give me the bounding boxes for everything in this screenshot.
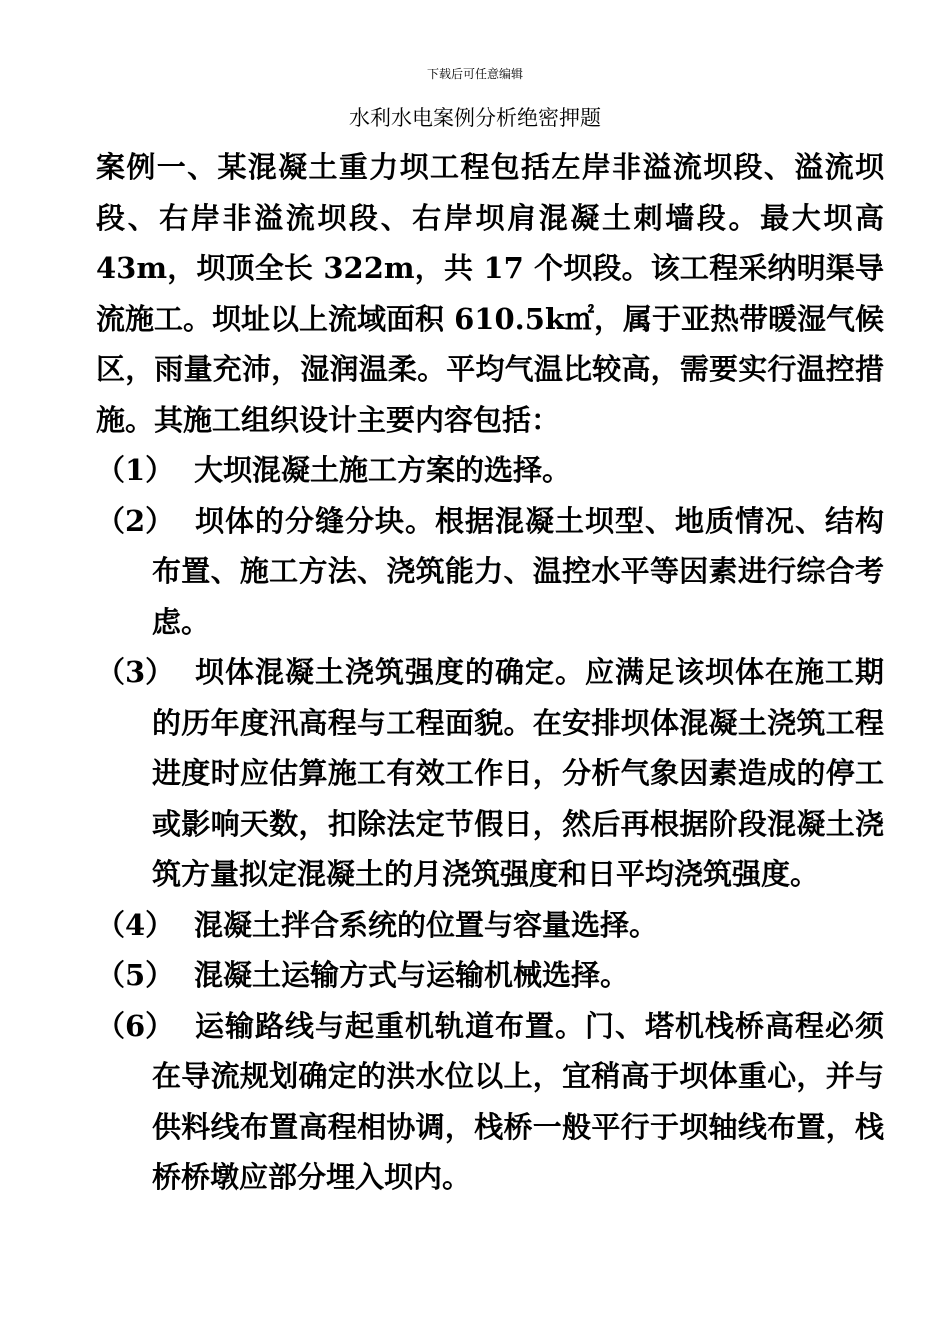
- list-item-number: （6）: [96, 1008, 175, 1043]
- list-item: [96, 647, 884, 900]
- list-item-number: （1）: [96, 453, 175, 487]
- content-list: [96, 445, 884, 1203]
- list-item-number: （4）: [96, 907, 175, 942]
- document-title: 水利水电案例分析绝密押题: [349, 106, 601, 130]
- list-item-number: （5）: [96, 958, 175, 992]
- list-item: [96, 900, 884, 951]
- list-item: [96, 950, 884, 1001]
- list-item: [96, 1001, 884, 1203]
- intro-paragraph: 案例一、某混凝土重力坝工程包括左岸非溢流坝段、溢流坝段、右岸非溢流坝段、右岸坝肩混凝土刺墙段。最大坝高 43m，坝顶全长 322m，共 17 个坝段。该工程采纳明渠导流施工。坝址以上流域面积 610.5k㎡，属于亚热带暖湿气候区，雨量充沛，湿润温柔。平均气温比较高，需要实行温控措施。其施工组织设计主要内容包括：: [96, 150, 884, 437]
- list-item-text: 坝体混凝土浇筑强度的确定。应满足该坝体在施工期的历年度汛高程与工程面貌。在安排坝体混凝土浇筑工程进度时应估算施工有效工作日，分析气象因素造成的停工或影响天数，扣除法定节假日，然后再根据阶段混凝土浇筑方量拟定混凝土的月浇筑强度和日平均浇筑强度。: [152, 655, 884, 891]
- list-item-text: 大坝混凝土施工方案的选择。: [194, 453, 572, 487]
- header-note: 下载后可任意编辑: [426, 67, 523, 81]
- list-item-text: 混凝土运输方式与运输机械选择。: [194, 958, 630, 992]
- list-item: [96, 445, 884, 496]
- list-item: [96, 496, 884, 648]
- list-item-text: 运输路线与起重机轨道布置。门、塔机栈桥高程必须在导流规划确定的洪水位以上，宜稍高于坝体重心，并与供料线布置高程相协调，栈桥一般平行于坝轴线布置，栈桥桥墩应部分埋入坝内。: [152, 1008, 884, 1194]
- document-body: [96, 142, 884, 1203]
- list-item-number: （2）: [96, 503, 175, 538]
- list-item-text: 坝体的分缝分块。根据混凝土坝型、地质情况、结构布置、施工方法、浇筑能力、温控水平等因素进行综合考虑。: [152, 503, 884, 639]
- list-item-text: 混凝土拌合系统的位置与容量选择。: [194, 907, 659, 942]
- list-item-number: （3）: [96, 655, 175, 689]
